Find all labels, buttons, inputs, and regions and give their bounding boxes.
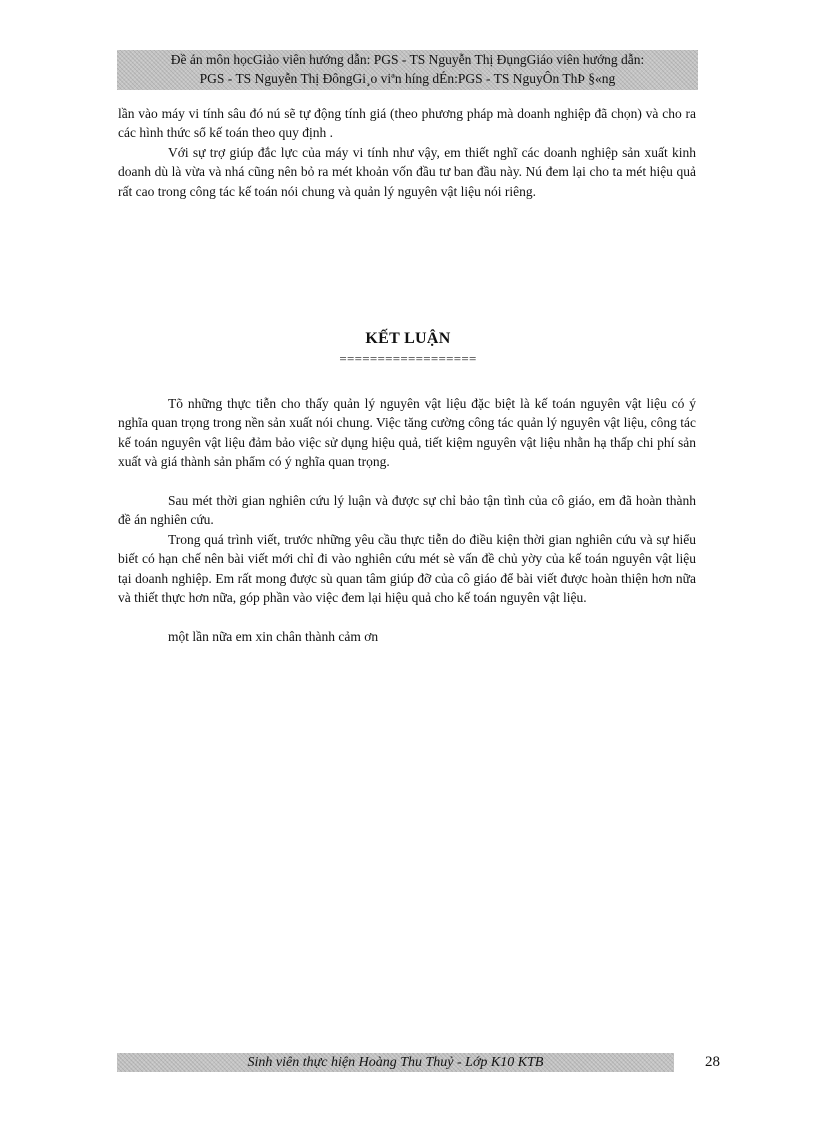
page-header	[117, 50, 698, 90]
header-line-2: PGS - TS Nguyễn Thị ĐôngGi¸o viªn híng dÉn:PGS - TS NguyÔn ThÞ §«ng	[199, 71, 616, 86]
conclusion-paragraph-2: Sau mét thời gian nghiên cứu lý luận và được sự chỉ bảo tận tình của cô giáo, em đã hoàn thành đề án nghiên cứu.	[118, 493, 696, 528]
intro-paragraph-1: lần vào máy vi tính sâu đó nú sẽ tự động tính giá (theo phương pháp mà doanh nghiệp đã chọn) và cho ra các hình thức sổ kế toán theo quy định .	[118, 106, 696, 141]
header-line-1: Đề án môn họcGiảo viên hướng dẫn: PGS - TS Nguyễn Thị ĐụngGiáo viên hướng dẫn:	[170, 52, 645, 67]
intro-paragraph-2: Với sự trợ giúp đắc lực của máy vi tính như vậy, em thiết nghĩ các doanh nghiệp sản xuất kinh doanh dù là vừa và nhá cũng nên bỏ ra mét khoản vốn đầu tư ban đầu này. Nú đem lại cho ta mét hiệu quả rất cao trong công tác kế toán nói chung và quản lý nguyên vật liệu nói riêng.	[118, 145, 696, 199]
conclusion-paragraph-3: Trong quá trình viết, trước những yêu cầu thực tiễn do điều kiện thời gian nghiên cứu và sự hiểu biết có hạn chế nên bài viết mới chỉ đi vào nghiên cứu mét sè vấn đề chủ yờy của kế toán nguyên vật liệu tại doanh nghiệp. Em rất mong được sù quan tâm giúp đỡ của cô giáo để bài viết được hoàn thiện hơn nữa và thiết thực hơn nữa, góp phần vào việc đem lại hiệu quả cho kế toán nguyên vật liệu.	[118, 532, 696, 606]
conclusion-paragraph-1: Tõ những thực tiễn cho thấy quản lý nguyên vật liệu đặc biệt là kế toán nguyên vật liệu có ý nghĩa quan trọng trong nền sản xuất nói chung. Việc tăng cường công tác quản lý nguyên vật liệu, công tác kế toán nguyên vật liệu đảm bảo việc sử dụng hiệu quả, tiết kiệm nguyên vật liệu nhằn hạ thấp chi phí sản xuất và giá thành sản phẩm có ý nghĩa quan trọng.	[118, 396, 696, 470]
conclusion-title: KẾT LUẬN	[365, 330, 451, 347]
page-footer: Sinh viên thực hiện Hoàng Thu Thuỷ - Lớp K10 KTB	[117, 1053, 674, 1072]
title-divider: ==================	[339, 351, 477, 366]
conclusion-paragraph-4: một lần nữa em xin chân thành cảm ơn	[168, 629, 379, 644]
page-number: 28	[705, 1054, 720, 1070]
